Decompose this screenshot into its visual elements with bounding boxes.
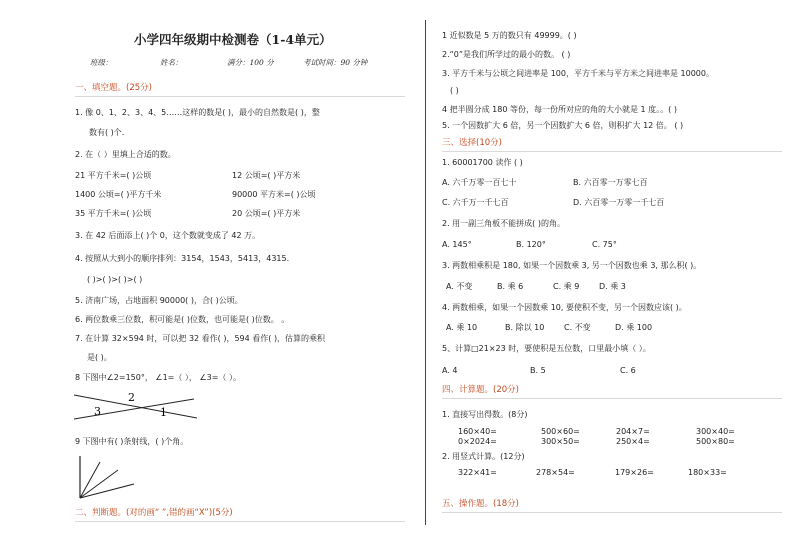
question-4-line-1: 4. 按照从大到小的顺序排列：3154，1543，5413，4315.	[75, 254, 290, 263]
question-4-answer-blanks: ( )>( )>( )>( )	[87, 275, 143, 284]
conversion-item: 12 公顷=( )平方米	[232, 171, 301, 180]
conversion-item: 21 平方千米=( )公顷	[75, 171, 152, 180]
angle-label-2: 2	[128, 391, 135, 404]
section-divider	[75, 96, 405, 97]
section-calculation-heading: 四、计算题。(20分)	[442, 385, 519, 395]
calc-item: 250×4=	[616, 437, 650, 446]
choice-2-option-a: A. 145°	[442, 240, 472, 249]
choice-4-option-a: A. 乘 10	[446, 323, 478, 332]
choice-1-option-d: D. 六百零一万零一千七百	[573, 198, 665, 207]
choice-4-option-b: B. 除以 10	[505, 323, 545, 332]
full-score-label: 满分：100 分	[227, 58, 274, 67]
calc-item: 300×50=	[541, 437, 580, 446]
choice-5-option-a: A. 4	[442, 366, 458, 375]
judge-item-3: 3. 平方千米与公顷之间进率是 100，平方千米与平方米之间进率是 10000。	[442, 69, 714, 78]
choice-2-option-c: C. 75°	[592, 240, 617, 249]
choice-3-option-b: B. 乘 6	[497, 282, 524, 291]
exam-title: 小学四年级期中检测卷（1-4单元）	[134, 32, 332, 47]
judge-item-1: 1 近似数是 5 万的数只有 49999。( )	[442, 31, 577, 40]
choice-4: 4. 两数相乘，如果一个因数乘 10, 要使积不变，另一个因数应该( )。	[442, 303, 687, 312]
calc-item: 500×60=	[541, 427, 580, 436]
calc-item: 180×33=	[688, 468, 727, 477]
section-fill-blank-heading: 一、填空题。(25分)	[75, 83, 152, 93]
choice-3-option-a: A. 不变	[446, 282, 473, 291]
calc-item: 300×40=	[696, 427, 735, 436]
class-field-label: 班级：	[90, 58, 113, 67]
section-divider	[442, 512, 782, 513]
choice-4-option-d: D. 乘 100	[615, 323, 653, 332]
section-divider	[442, 398, 782, 399]
conversion-item: 35 平方千米=( )公顷	[75, 209, 152, 218]
question-1-line-1: 1. 像 0、1、2、3、4、5……这样的数是( )，最小的自然数是( )，整	[75, 108, 320, 117]
conversion-item: 1400 公顷=( )平方千米	[75, 190, 162, 199]
judge-item-2: 2.“0”是我们所学过的最小的数。 ( )	[442, 50, 571, 59]
choice-4-option-c: C. 不变	[564, 323, 591, 332]
question-9: 9 下图中有( )条射线，( )个角。	[75, 437, 189, 446]
question-5: 5. 济南广场，占地面积 90000( )，合( )公顷。	[75, 296, 243, 305]
question-6: 6. 两位数乘三位数，积可能是( )位数，也可能是( )位数。 。	[75, 315, 290, 324]
section-operation-heading: 五、操作题。(18分)	[442, 499, 519, 509]
choice-2-option-b: B. 120°	[516, 240, 546, 249]
calc-item: 204×7=	[616, 427, 650, 436]
choice-3-option-d: D. 乘 3	[599, 282, 626, 291]
exam-time-label: 考试时间：90 分钟	[303, 58, 368, 67]
choice-3-option-c: C. 乘 9	[553, 282, 580, 291]
question-7-line-1: 7. 在计算 32×594 时，可以把 32 看作( )，594 看作( )，估算的乘积	[75, 334, 326, 343]
section-choice-heading: 三、选择(10分)	[442, 138, 502, 148]
choice-1-option-c: C. 六千万一千七百	[442, 198, 509, 207]
question-8: 8 下图中∠2=150°， ∠1=（ ）， ∠3=（ ）。	[75, 373, 241, 382]
rays-figure	[78, 454, 138, 502]
column-divider	[425, 20, 426, 525]
choice-1-option-b: B. 六百零一万零七百	[573, 178, 648, 187]
question-7-line-2: 是( )。	[87, 353, 112, 362]
question-1-line-2: 数有( )个.	[89, 128, 125, 137]
choice-2: 2. 用一副三角板不能拼成( )的角。	[442, 219, 565, 228]
direct-calc-instruction: 1. 直接写出得数。(8分)	[442, 410, 528, 419]
vertical-calc-instruction: 2. 用竖式计算。(12分)	[442, 452, 525, 461]
choice-3: 3. 两数相乘积是 180, 如果一个因数乘 3, 另一个因数也乘 3, 那么积( )。	[442, 261, 702, 270]
conversion-item: 20 公顷=( )平方米	[232, 209, 301, 218]
question-3: 3. 在 42 后面添上( )个 0，这个数就变成了 42 万。	[75, 231, 261, 240]
section-divider	[75, 521, 405, 522]
name-field-label: 姓名：	[160, 58, 183, 67]
calc-item: 322×41=	[458, 468, 497, 477]
angle-figure	[72, 385, 202, 425]
calc-item: 179×26=	[615, 468, 654, 477]
judge-item-5: 5. 一个因数扩大 6 倍，另一个因数扩大 6 倍，则积扩大 12 倍。 ( )	[442, 121, 684, 130]
section-true-false-heading: 二、判断题。(对的画“ ”,错的画“X”)(5分)	[75, 508, 233, 518]
conversion-item: 90000 平方米=( )公顷	[232, 190, 316, 199]
calc-item: 500×80=	[696, 437, 735, 446]
choice-5: 5、计算□21×23 时，要使积是五位数，口里最小填（ ）。	[442, 344, 651, 353]
choice-1-option-a: A. 六千万零一百七十	[442, 178, 517, 187]
question-2: 2. 在（ ）里填上合适的数。	[75, 150, 176, 159]
judge-item-3-blank: ( )	[450, 86, 459, 95]
choice-1: 1. 60001700 读作 ( )	[442, 158, 523, 167]
calc-item: 160×40=	[458, 427, 497, 436]
judge-item-4: 4 把半圆分成 180 等份，每一份所对应的角的大小就是 1 度。。( )	[442, 105, 677, 114]
angle-label-3: 3	[94, 405, 101, 418]
choice-5-option-b: B. 5	[530, 366, 546, 375]
calc-item: 278×54=	[536, 468, 575, 477]
angle-label-1: 1	[160, 406, 167, 419]
calc-item: 0×2024=	[458, 437, 497, 446]
choice-5-option-c: C. 6	[620, 366, 636, 375]
section-divider	[442, 151, 782, 152]
